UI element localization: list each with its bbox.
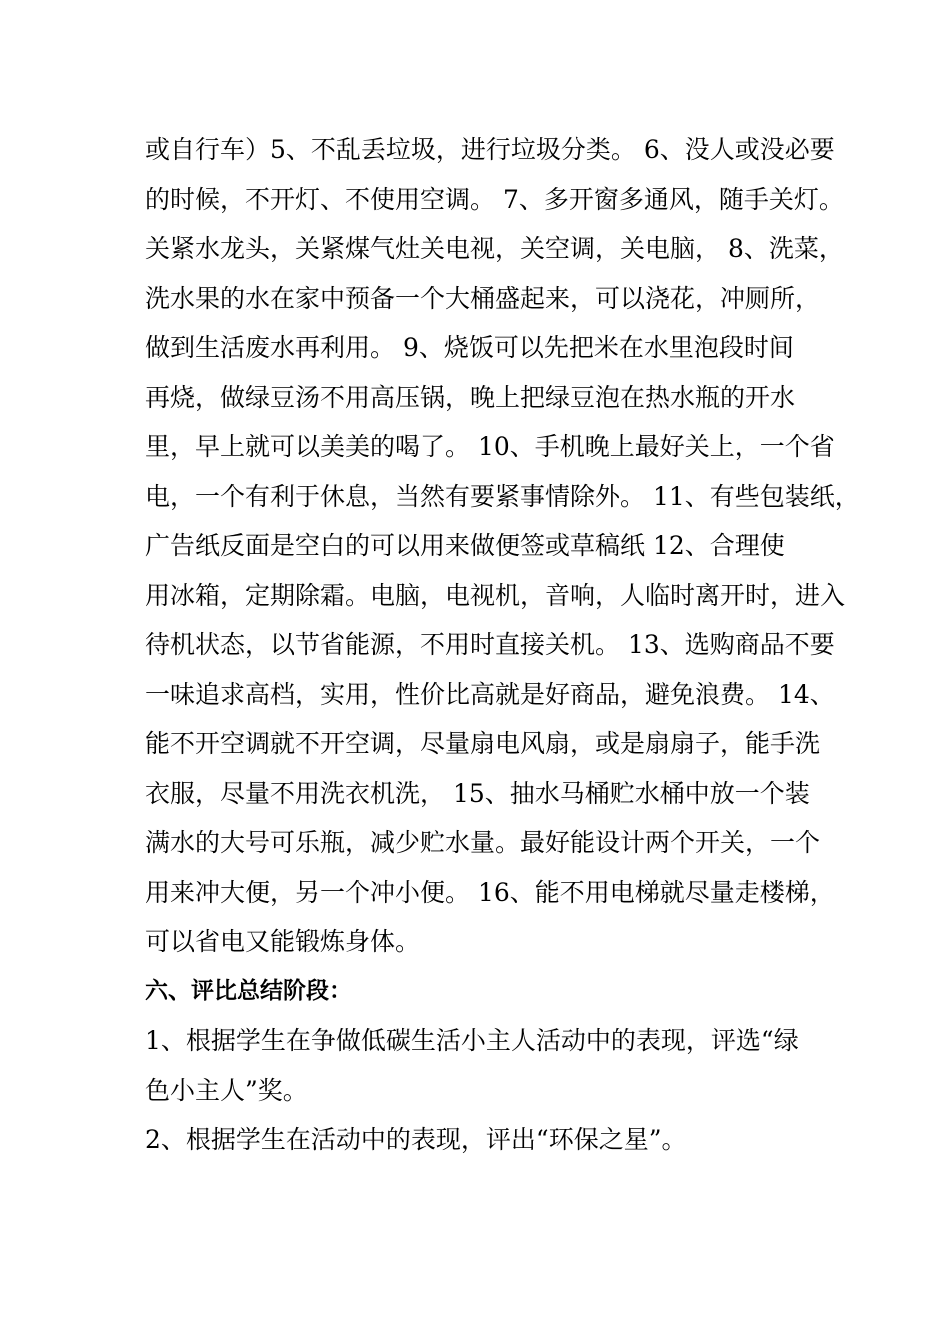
body-line: 满水的大号可乐瓶，减少贮水量。最好能设计两个开关，一个 xyxy=(145,828,821,857)
body-line: 可以省电又能锻炼身体。 xyxy=(145,927,421,956)
body-line: 关紧水龙头，关紧煤气灶关电视，关空调，关电脑， 8、洗菜， xyxy=(145,234,844,263)
body-paragraph xyxy=(145,125,860,967)
body-line: 里，早上就可以美美的喝了。 10、手机晚上最好关上，一个省 xyxy=(145,432,835,461)
document-page xyxy=(145,125,860,1165)
body-line: 洗水果的水在家中预备一个大桶盛起来，可以浇花，冲厕所， xyxy=(145,283,821,313)
evaluation-item-2 xyxy=(145,1115,825,1165)
body-line: 的时候，不开灯、不使用空调。 7、多开窗多通风，随手关灯。 xyxy=(145,184,844,214)
body-line: 再烧，做绿豆汤不用高压锅，晚上把绿豆泡在热水瓶的开水 xyxy=(145,382,796,412)
body-line: 做到生活废水再利用。 9、烧饭可以先把米在水里泡段时间 xyxy=(145,333,794,362)
body-line: 一味追求高档，实用，性价比高就是好商品，避免浪费。 14、 xyxy=(145,679,835,709)
body-line: 或自行车）5、不乱丢垃圾，进行垃圾分类。 6、没人或没必要 xyxy=(145,135,835,164)
section-heading: 六、评比总结阶段： xyxy=(145,977,352,1004)
evaluation-item-1 xyxy=(145,1016,825,1115)
body-line: 广告纸反面是空白的可以用来做便签或草稿纸 12、合理使 xyxy=(145,531,785,560)
body-line: 能不开空调就不开空调，尽量扇电风扇，或是扇扇子，能手洗 xyxy=(145,729,821,758)
body-line: 用来冲大便，另一个冲小便。 16、能不用电梯就尽量走楼梯， xyxy=(145,877,835,907)
item-line: 色小主人”奖。 xyxy=(145,1075,308,1105)
item-line: 2、根据学生在活动中的表现，评出“环保之星”。 xyxy=(145,1125,687,1154)
body-line: 待机状态，以节省能源，不用时直接关机。 13、选购商品不要 xyxy=(145,630,835,659)
item-line: 1、根据学生在争做低碳生活小主人活动中的表现，评选“绿 xyxy=(145,1026,799,1055)
body-line: 衣服，尽量不用洗衣机洗， 15、抽水马桶贮水桶中放一个装 xyxy=(145,778,810,808)
body-line: 电，一个有利于休息，当然有要紧事情除外。 11、有些包装纸， xyxy=(145,481,860,511)
body-line: 用冰箱，定期除霜。电脑，电视机，音响，人临时离开时，进入 xyxy=(145,580,846,610)
